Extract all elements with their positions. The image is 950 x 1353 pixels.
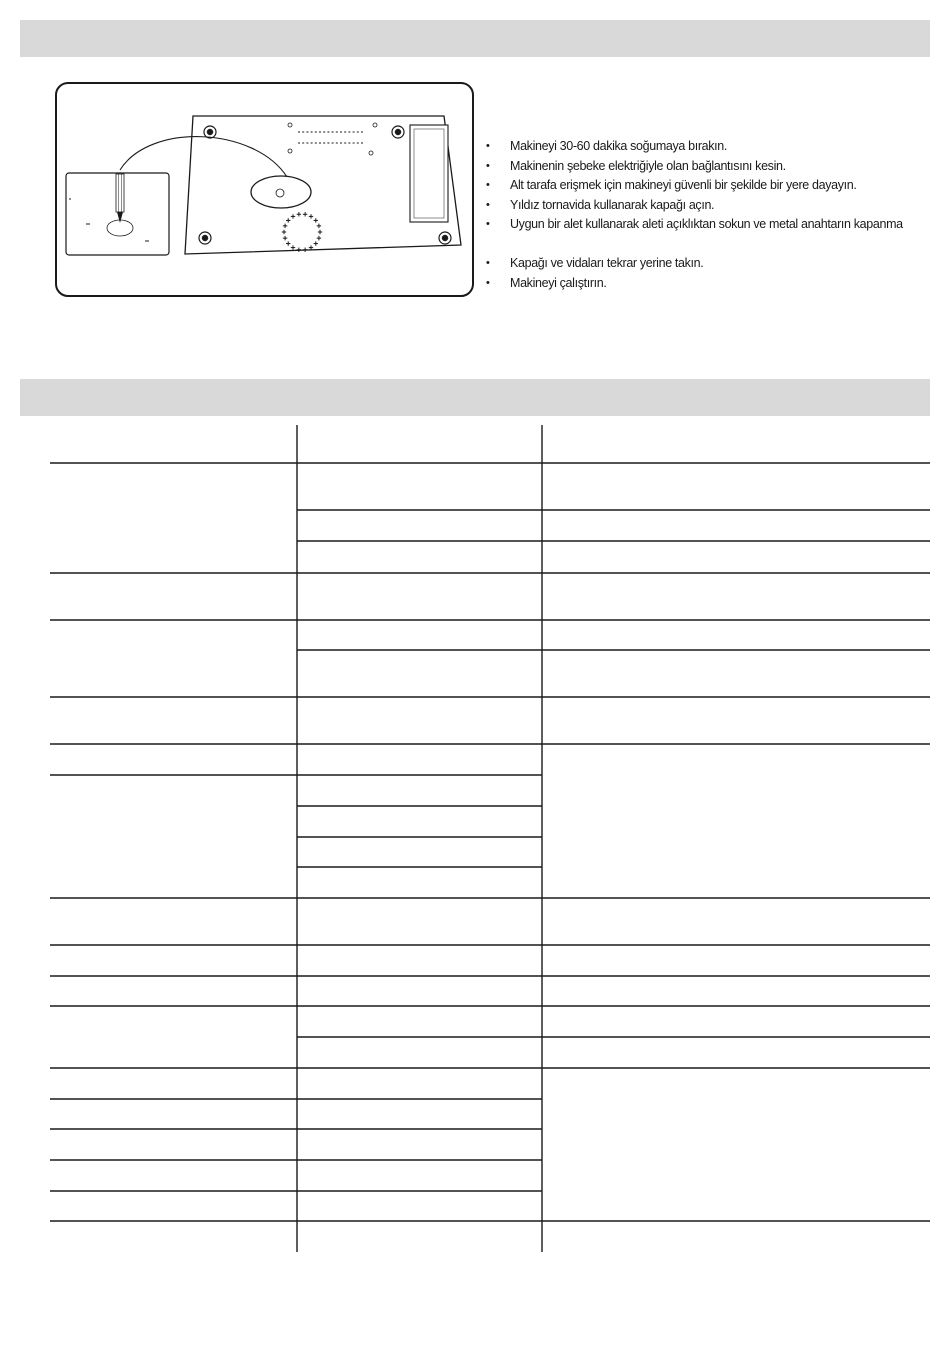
instruction-item: • Kapağı ve vidaları tekrar yerine takın.	[486, 254, 926, 274]
instruction-item: • Makinenin şebeke elektriğiyle olan bağlantısını kesin.	[486, 157, 926, 177]
instruction-item: • Yıldız tornavida kullanarak kapağı açın.	[486, 196, 926, 216]
instruction-item: • Makineyi 30-60 dakika soğumaya bırakın.	[486, 137, 926, 157]
instruction-item: • Makineyi çalıştırın.	[486, 274, 926, 294]
instruction-item: • Alt tarafa erişmek için makineyi güvenli bir şekilde bir yere dayayın.	[486, 176, 926, 196]
instruction-item: • Uygun bir alet kullanarak aleti açıklıktan sokun ve metal anahtarın kapanma	[486, 215, 926, 235]
